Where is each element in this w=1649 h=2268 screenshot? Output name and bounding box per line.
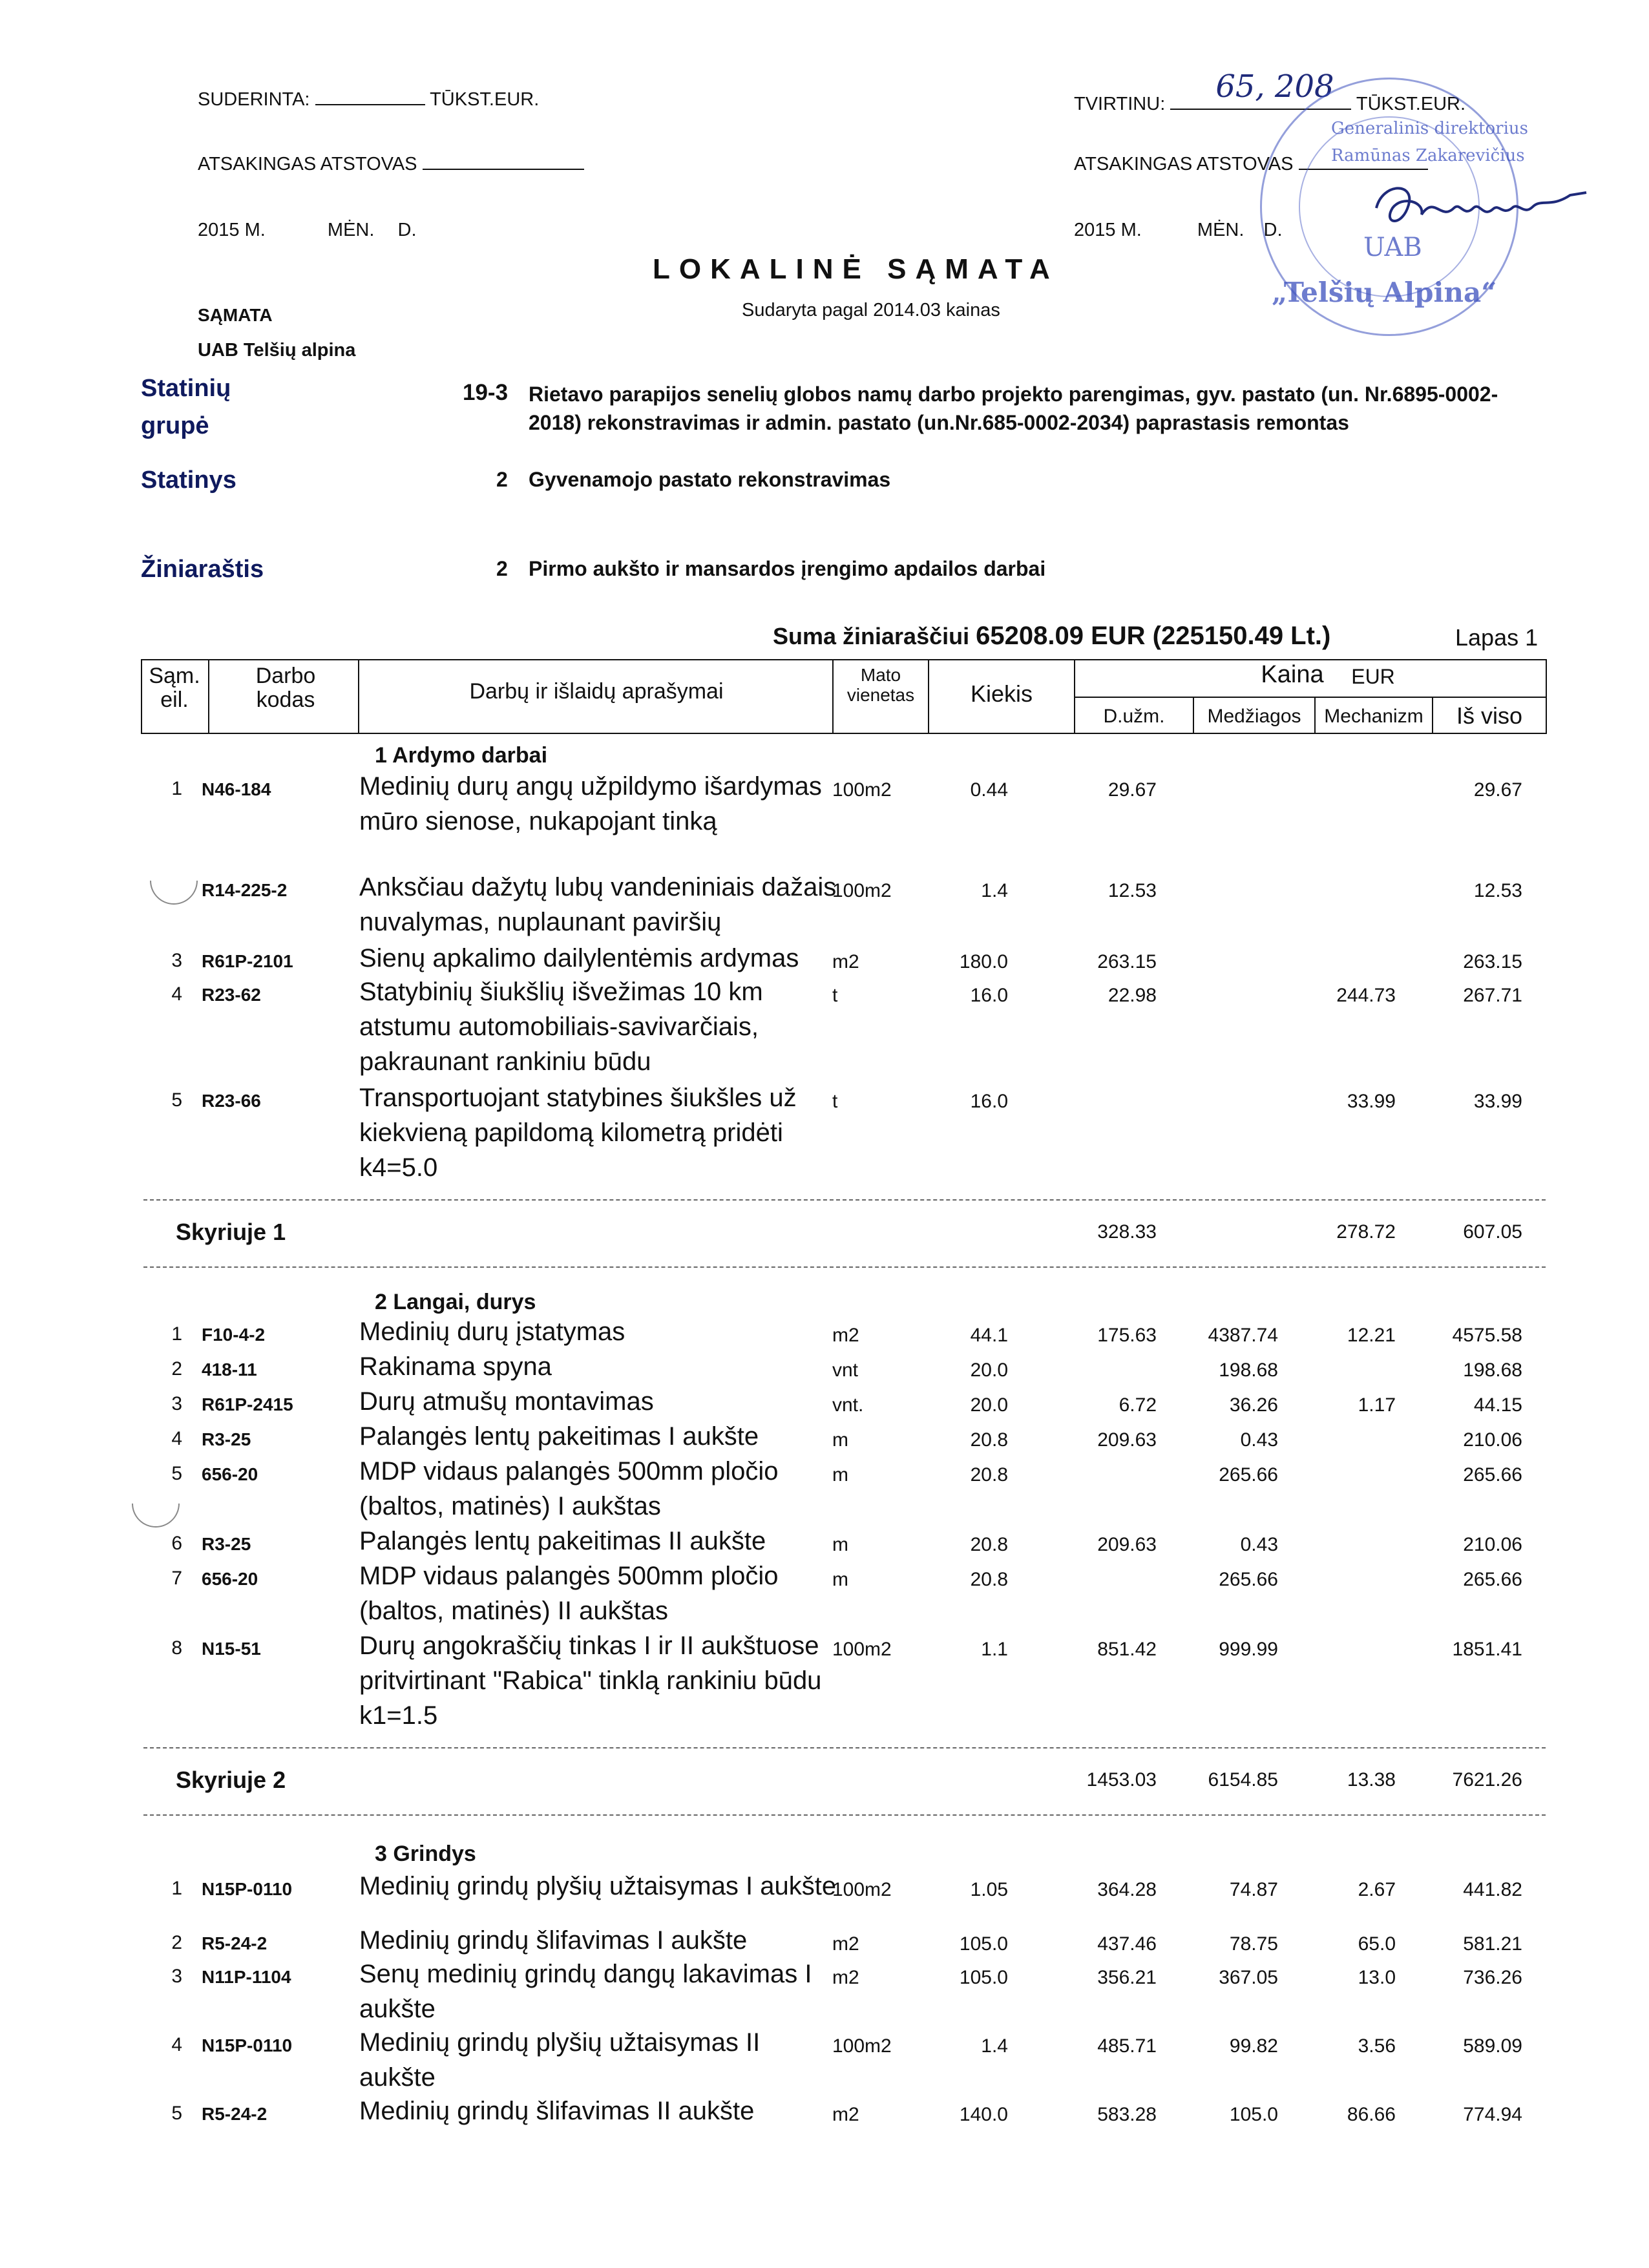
atsakingas-right: ATSAKINGAS ATSTOVAS	[1074, 154, 1428, 175]
row-qty: 20.0	[970, 1394, 1008, 1416]
ziniarastis-label: Žiniaraštis	[141, 556, 264, 583]
row-code: R14-225-2	[202, 880, 288, 900]
row-total: 441.82	[1463, 1879, 1522, 1900]
row-code: N15P-0110	[202, 2035, 293, 2055]
row-unit: m2	[832, 1967, 859, 1988]
samata-label: SĄMATA	[198, 305, 273, 325]
stamp-line1: Generalinis direktorius	[1331, 119, 1528, 138]
row-total: 33.99	[1473, 1091, 1522, 1112]
row-qty: 1.4	[981, 2035, 1008, 2057]
row-number: 1	[171, 1878, 182, 1899]
ziniarastis-code: 2	[496, 557, 508, 580]
atsakingas-left: ATSAKINGAS ATSTOVAS	[198, 154, 584, 175]
row-total: 581.21	[1463, 1933, 1522, 1955]
row-number: 5	[171, 2103, 182, 2124]
ziniarastis-text: Pirmo aukšto ir mansardos įrengimo apdailos darbai	[529, 557, 1046, 580]
th-duzm: D.užm.	[1103, 706, 1165, 727]
row-code: N11P-1104	[202, 1967, 291, 1987]
company-name: UAB Telšių alpina	[198, 340, 356, 361]
row-qty: 16.0	[970, 1091, 1008, 1112]
summary-label: Skyriuje 1	[176, 1219, 286, 1245]
row-total: 265.66	[1463, 1569, 1522, 1590]
summary-total: 607.05	[1463, 1221, 1522, 1243]
row-med: 105.0	[1229, 2104, 1278, 2125]
row-duzm: 175.63	[1097, 1325, 1157, 1346]
row-med: 265.66	[1219, 1464, 1278, 1486]
tvirtinu-handwritten: 65, 208	[1215, 68, 1334, 105]
row-total: 4575.58	[1452, 1325, 1522, 1346]
row-mech: 12.21	[1347, 1325, 1396, 1346]
row-mech: 65.0	[1358, 1933, 1396, 1955]
row-total: 12.53	[1473, 880, 1522, 901]
th-darbo-kodas: Darbo kodas	[255, 664, 316, 713]
row-total: 198.68	[1463, 1360, 1522, 1381]
row-description: Medinių grindų šlifavimas II aukšte	[359, 2097, 755, 2125]
divider	[143, 1199, 1546, 1201]
th-is-viso: Iš viso	[1456, 702, 1523, 729]
row-duzm: 485.71	[1097, 2035, 1157, 2057]
date-left: 2015 M. MĖN. D.	[198, 220, 417, 240]
row-description: Sienų apkalimo dailylentėmis ardymas	[359, 944, 799, 972]
summary-mech: 278.72	[1336, 1221, 1396, 1243]
row-qty: 16.0	[970, 985, 1008, 1006]
row-description: Medinių durų angų užpildymo išardymas mūro sienose, nukapojant tinką	[359, 772, 822, 835]
row-med: 0.43	[1240, 1534, 1278, 1555]
row-med: 999.99	[1219, 1639, 1278, 1660]
row-qty: 20.8	[970, 1534, 1008, 1555]
punch-hole-mark	[140, 847, 208, 915]
row-unit: m2	[832, 1325, 859, 1346]
row-code: R23-62	[202, 985, 261, 1005]
row-number: 2	[171, 1932, 182, 1953]
row-unit: 100m2	[832, 2035, 892, 2057]
row-mech: 86.66	[1347, 2104, 1396, 2125]
row-code: F10-4-2	[202, 1325, 266, 1345]
row-duzm: 364.28	[1097, 1879, 1157, 1900]
section-title: 3 Grindys	[375, 1842, 476, 1866]
row-description: Medinių grindų plyšių užtaisymas II aukšte	[359, 2028, 761, 2092]
row-description: Durų angokraščių tinkas I ir II aukštuose pritvirtinant "Rabica" tinklą rankiniu būdu k1=1.5	[359, 1632, 843, 1730]
row-code: R23-66	[202, 1091, 261, 1111]
row-description: MDP vidaus palangės 500mm pločio (baltos, matinės) II aukštas	[359, 1562, 779, 1625]
row-duzm: 12.53	[1108, 880, 1157, 901]
summary-duzm: 1453.03	[1086, 1769, 1157, 1790]
row-number: 5	[171, 1463, 182, 1484]
group-text: Rietavo parapijos senelių globos namų darbo projekto parengimas, gyv. pastato (un. Nr.6895-0002-2018) rekonstravimas ir admin. pastato (un.Nr.685-0002-2034) paprastasis remontas	[529, 383, 1498, 434]
statinys-code: 2	[496, 468, 508, 491]
row-number: 4	[171, 983, 182, 1005]
row-code: R5-24-2	[202, 2104, 268, 2124]
row-number: 8	[171, 1637, 182, 1659]
th-aprasymai: Darbų ir išlaidų aprašymai	[469, 679, 724, 704]
row-duzm: 6.72	[1119, 1394, 1157, 1416]
row-unit: vnt	[832, 1360, 859, 1381]
row-code: 656-20	[202, 1464, 258, 1484]
row-code: R3-25	[202, 1429, 251, 1449]
suderinta-label: SUDERINTA: TŪKST.EUR.	[198, 89, 540, 110]
stamp-name: „Telšių Alpina“	[1272, 277, 1497, 308]
row-qty: 1.4	[981, 880, 1008, 901]
document-subtitle: Sudaryta pagal 2014.03 kainas	[742, 300, 1000, 320]
group-label-2: grupė	[141, 412, 209, 439]
row-duzm: 851.42	[1097, 1639, 1157, 1660]
row-total: 265.66	[1463, 1464, 1522, 1486]
row-unit: m2	[832, 2104, 859, 2125]
row-duzm: 263.15	[1097, 951, 1157, 972]
stamp-line2: Ramūnas Zakarevičius	[1331, 146, 1525, 165]
summary-total: 7621.26	[1452, 1769, 1522, 1790]
row-qty: 1.05	[970, 1879, 1008, 1900]
document-title: LOKALINĖ SĄMATA	[653, 253, 1059, 285]
th-sam-eil: Sąm. eil.	[149, 664, 200, 713]
row-unit: m	[832, 1464, 848, 1486]
th-kiekis: Kiekis	[970, 680, 1033, 707]
stamp-uab: UAB	[1363, 233, 1422, 262]
summary-mech: 13.38	[1347, 1769, 1396, 1790]
row-total: 29.67	[1473, 779, 1522, 801]
th-mato-vienetas: Mato vienetas	[846, 665, 915, 705]
row-description: Senų medinių grindų dangų lakavimas I aukšte	[359, 1960, 812, 2023]
row-mech: 13.0	[1358, 1967, 1396, 1988]
statinys-label: Statinys	[141, 467, 236, 494]
suma-value: 65208.09 EUR (225150.49 Lt.)	[976, 622, 1331, 650]
row-total: 210.06	[1463, 1534, 1522, 1555]
row-unit: 100m2	[832, 1879, 892, 1900]
row-unit: m2	[832, 1933, 859, 1955]
row-description: Palangės lentų pakeitimas I aukšte	[359, 1422, 759, 1451]
row-duzm: 209.63	[1097, 1429, 1157, 1451]
row-qty: 180.0	[959, 951, 1008, 972]
row-total: 263.15	[1463, 951, 1522, 972]
row-duzm: 209.63	[1097, 1534, 1157, 1555]
row-code: R5-24-2	[202, 1933, 268, 1953]
row-code: R61P-2101	[202, 951, 293, 971]
row-med: 367.05	[1219, 1967, 1278, 1988]
signature-icon	[1363, 169, 1596, 240]
row-number: 3	[171, 1966, 182, 1987]
row-number: 4	[171, 1428, 182, 1449]
row-qty: 20.0	[970, 1360, 1008, 1381]
row-unit: 100m2	[832, 880, 892, 901]
summary-duzm: 328.33	[1097, 1221, 1157, 1243]
summary-med: 6154.85	[1208, 1769, 1278, 1790]
section-title: 1 Ardymo darbai	[375, 743, 548, 768]
row-total: 210.06	[1463, 1429, 1522, 1451]
row-description: Palangės lentų pakeitimas II aukšte	[359, 1527, 766, 1555]
row-duzm: 437.46	[1097, 1933, 1157, 1955]
row-total: 589.09	[1463, 2035, 1522, 2057]
row-med: 78.75	[1229, 1933, 1278, 1955]
row-med: 0.43	[1240, 1429, 1278, 1451]
row-total: 267.71	[1463, 985, 1522, 1006]
row-description: Medinių grindų plyšių užtaisymas I aukšte	[359, 1872, 837, 1900]
row-duzm: 29.67	[1108, 779, 1157, 801]
row-mech: 244.73	[1336, 985, 1396, 1006]
row-total: 774.94	[1463, 2104, 1522, 2125]
atsakingas-left-blank	[423, 169, 584, 170]
row-total: 1851.41	[1452, 1639, 1522, 1660]
row-description: MDP vidaus palangės 500mm pločio (baltos, matinės) I aukštas	[359, 1457, 779, 1520]
group-label-1: Statinių	[141, 375, 231, 402]
suderinta-blank	[315, 104, 425, 105]
row-qty: 44.1	[970, 1325, 1008, 1346]
tvirtinu-label: TVIRTINU: 65, 208 TŪKST.EUR.	[1074, 68, 1466, 114]
row-description: Rakinama spyna	[359, 1352, 552, 1381]
row-number: 6	[171, 1533, 182, 1554]
row-qty: 20.8	[970, 1429, 1008, 1451]
row-qty: 105.0	[959, 1933, 1008, 1955]
row-code: 418-11	[202, 1360, 257, 1380]
row-description: Medinių durų įstatymas	[359, 1318, 625, 1346]
row-number: 1	[171, 1323, 182, 1345]
row-number: 3	[171, 1393, 182, 1414]
row-mech: 1.17	[1358, 1394, 1396, 1416]
row-duzm: 356.21	[1097, 1967, 1157, 1988]
row-number: 4	[171, 2034, 182, 2055]
row-qty: 20.8	[970, 1569, 1008, 1590]
row-description: Transportuojant statybines šiukšles už kiekvieną papildomą kilometrą pridėti k4=5.0	[359, 1084, 797, 1182]
row-med: 99.82	[1229, 2035, 1278, 2057]
row-unit: m2	[832, 951, 859, 972]
row-med: 74.87	[1229, 1879, 1278, 1900]
row-code: N15P-0110	[202, 1879, 293, 1899]
row-qty: 140.0	[959, 2104, 1008, 2125]
row-description: Medinių grindų šlifavimas I aukšte	[359, 1926, 748, 1955]
statinys-text: Gyvenamojo pastato rekonstravimas	[529, 468, 891, 491]
page-number: Lapas 1	[1455, 624, 1539, 651]
row-total: 736.26	[1463, 1967, 1522, 1988]
group-code: 19-3	[463, 380, 509, 405]
row-number: 3	[171, 950, 182, 971]
row-med: 4387.74	[1208, 1325, 1278, 1346]
row-mech: 33.99	[1347, 1091, 1396, 1112]
row-duzm: 583.28	[1097, 2104, 1157, 2125]
row-code: R3-25	[202, 1534, 251, 1554]
divider	[143, 1747, 1546, 1748]
row-med: 265.66	[1219, 1569, 1278, 1590]
date-right: 2015 M. MĖN. D.	[1074, 220, 1283, 240]
row-code: N15-51	[202, 1639, 261, 1659]
row-unit: 100m2	[832, 779, 892, 801]
row-number: 1	[171, 778, 182, 799]
row-number: 7	[171, 1568, 182, 1589]
row-code: 656-20	[202, 1569, 258, 1589]
row-unit: t	[832, 1091, 838, 1112]
divider	[143, 1814, 1546, 1816]
suma-line: Suma žiniaraščiui 65208.09 EUR (225150.49 Lt.)	[773, 622, 1331, 650]
row-description: Durų atmušų montavimas	[359, 1387, 654, 1416]
th-eur: EUR	[1351, 665, 1395, 688]
row-qty: 105.0	[959, 1967, 1008, 1988]
row-unit: m	[832, 1569, 848, 1590]
row-qty: 20.8	[970, 1464, 1008, 1486]
row-total: 44.15	[1473, 1394, 1522, 1416]
row-unit: m	[832, 1429, 848, 1451]
row-unit: vnt.	[832, 1394, 864, 1416]
row-duzm: 22.98	[1108, 985, 1157, 1006]
row-description: Anksčiau dažytų lubų vandeniniais dažais nuvalymas, nuplaunant paviršių	[359, 873, 837, 936]
th-kaina: Kaina	[1261, 661, 1324, 688]
row-qty: 0.44	[970, 779, 1008, 801]
summary-label: Skyriuje 2	[176, 1767, 286, 1793]
row-unit: 100m2	[832, 1639, 892, 1660]
row-description: Statybinių šiukšlių išvežimas 10 km atstumu automobiliais-savivarčiais, pakraunant rankiniu būdu	[359, 978, 763, 1076]
row-code: R61P-2415	[202, 1394, 293, 1414]
row-number: 2	[171, 1358, 182, 1380]
divider	[143, 1266, 1546, 1268]
row-mech: 2.67	[1358, 1879, 1396, 1900]
section-title: 2 Langai, durys	[375, 1290, 536, 1314]
row-qty: 1.1	[981, 1639, 1008, 1660]
row-med: 198.68	[1219, 1360, 1278, 1381]
row-unit: t	[832, 985, 838, 1006]
row-unit: m	[832, 1534, 848, 1555]
row-med: 36.26	[1229, 1394, 1278, 1416]
th-medziagos: Medžiagos	[1207, 706, 1301, 727]
row-mech: 3.56	[1358, 2035, 1396, 2057]
row-number: 5	[171, 1089, 182, 1111]
th-mechanizm: Mechanizm	[1324, 706, 1423, 727]
row-code: N46-184	[202, 779, 271, 799]
